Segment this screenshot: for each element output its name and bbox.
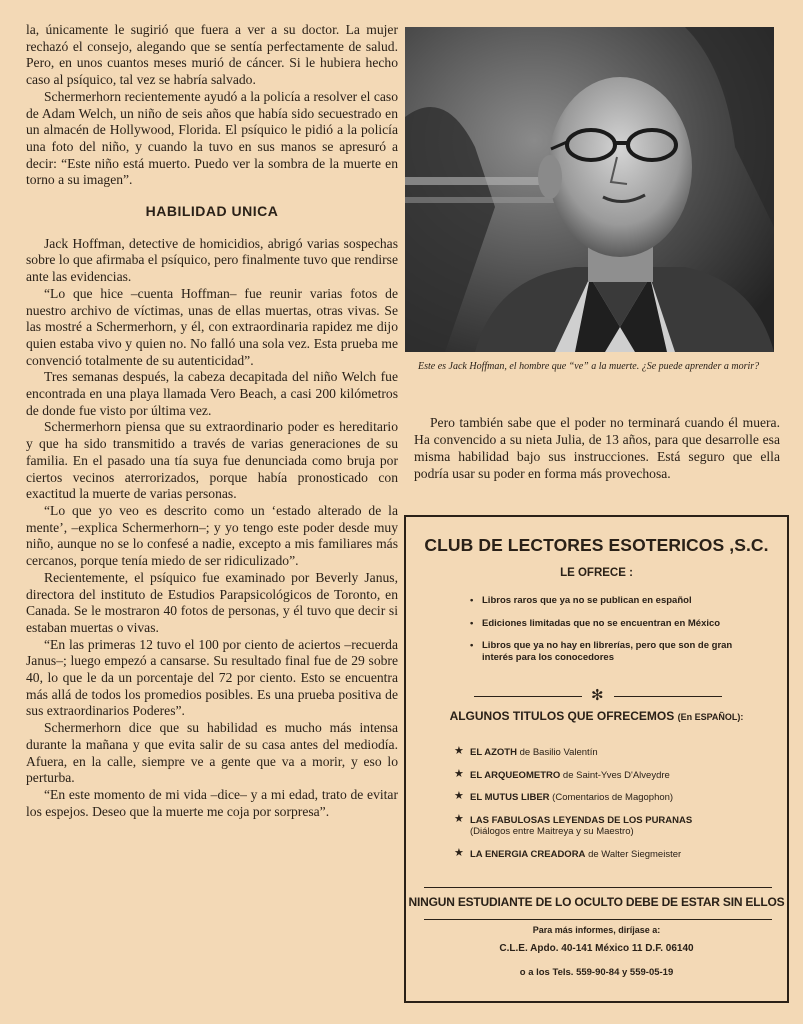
article-paragraph: Schermerhorn recientemente ayudó a la policía a resolver el caso de Adam Welch, un niño de seis años que había sido secuestrado en un almacén de Hollywood, Florida. El psíquico le pidió a la policía una foto del niño, y cuando la tuvo en sus manos se apresuró a decir: “Este niño está muerto. Puedo ver la sombra de la muerte en torno a su imagen”. [26,88,398,188]
article-paragraph: Jack Hoffman, detective de homicidios, abrigó varias sospechas sobre lo que afirmaba el psíquico, pero finalmente tuvo que rendirse ante las evidencias. [26,235,398,285]
ad-offer-heading: LE OFRECE : [560,567,633,579]
portrait-photo [405,27,774,352]
contact-intro: Para más informes, diríjase a: [532,925,661,935]
ad-title: CLUB DE LECTORES ESOTERICOS ,S.C. [424,535,769,555]
article-right-column [414,414,780,482]
divider-line [424,919,772,920]
ad-titles-heading: ALGUNOS TITULOS QUE OFRECEMOS (En ESPAÑOL): [449,709,744,723]
list-item: ★ EL MUTUS LIBER (Comentarios de Magophon) [454,790,674,803]
article-left-column [26,22,398,820]
bullet-icon: • [470,617,474,629]
star-icon: ★ [454,812,464,825]
list-item: ★ EL ARQUEOMETRO de Saint-Yves D'Alveydre [454,767,670,781]
bullet-icon: • [470,640,474,651]
list-item: • Ediciones limitadas que no se encuentran en México [470,617,721,629]
section-heading: HABILIDAD UNICA [145,203,279,220]
bullet-icon: • [470,595,474,606]
article-paragraph: “Lo que yo veo es descrito como un ‘estado alterado de la mente’, –explica Schermerhorn–; y yo tengo este poder desde muy niño, aunque no se lo confesé a nadie, excepto a mis familiares más cercanos, porque tenía miedo de ser ridiculizado”. [26,502,398,569]
contact-address: C.L.E. Apdo. 40-141 México 11 D.F. 06140 [499,943,694,954]
star-icon: ★ [454,846,464,859]
list-item: ★ LA ENERGIA CREADORA de Walter Siegmeister [454,846,682,860]
contact-phones: o a los Tels. 559-90-84 y 559-05-19 [519,967,674,978]
article-paragraph: Schermerhorn dice que su habilidad es mucho más intensa durante la mañana y que evita salir de su casa antes del mediodía. Afuera, en la calle, siempre ve a gente que va a morir, y eso lo perturba. [26,720,398,786]
star-icon: ★ [454,790,464,802]
asterisk-icon: ✻ [591,687,604,704]
article-paragraph: la, únicamente le sugirió que fuera a ver a su doctor. La mujer rechazó el consejo, alegando que se sentía perfectamente de salud. Pero, en unos cuantos meses murió de cáncer. Si le hubiera hecho caso al psíquico, tal vez se habría salvado. [26,22,398,88]
star-icon: ★ [454,745,464,757]
ad-feature-list [468,595,758,674]
divider-line [424,887,772,888]
article-paragraph: Recientemente, el psíquico fue examinado por Beverly Janus, directora del instituto de Estudios Parapsicológicos de Toronto, en Canada. Se le mostraron 40 fotos de personas, y él tuvo que decir si estaban muertas o vivas. [26,569,398,635]
article-paragraph: Tres semanas después, la cabeza decapitada del niño Welch fue encontrada en una playa llamada Vero Beach, a casi 200 kilómetros de donde fue visto por última vez. [26,369,398,418]
article-paragraph: Pero también sabe que el poder no terminará cuando él muera. Ha convencido a su nieta Julia, de 13 años, para que desarrolle esa misma habilidad bajo sus instrucciones. Está seguro que ella podría usar su poder en forma más provechosa. [414,415,780,481]
ad-footer-slogan: NINGUN ESTUDIANTE DE LO OCULTO DEBE DE ESTAR SIN ELLOS [408,895,785,909]
star-icon: ★ [454,767,464,780]
article-paragraph: “Lo que hice –cuenta Hoffman– fue reunir varias fotos de nuestro archivo de víctimas, unas de ellas muertas, otras vivas. Se las mostré a Schermerhorn, y él, con extraordinaria rapidez me dijo quien estaba vivo y quien no. No falló una sola vez. Esta prueba me convenció totalmente de su autenticidad”. [26,285,398,368]
article-paragraph: “En las primeras 12 tuvo el 100 por ciento de aciertos –recuerda Janus–; luego empezó a cansarse. Su resultado final fue de 29 sobre 40, lo que le da un porcentaje del 72 por ciento. Esto se encuentra más allá de todos los promedios posibles. Es una prueba positiva de sus extraordinarios Poderes”. [26,636,398,719]
article-paragraph: Schermerhorn piensa que su extraordinario poder es hereditario y que ha sido transmitido a través de varias generaciones de su familia. En el pasado una tía suya fue denunciada como bruja por ciertos vecinos aterrorizados, porque había pronosticado con exactitud la muerte de varias personas. [26,419,398,502]
list-item: ★ EL AZOTH de Basilio Valentín [454,745,598,758]
list-item: • Libros que ya no hay en librerías, pero que son de gran interés para los conocedores [470,640,733,663]
ornament-divider [474,689,722,703]
photo-caption: Este es Jack Hoffman, el hombre que “ve” a la muerte. ¿Se puede aprender a morir? [418,361,760,372]
article-paragraph: “En este momento de mi vida –dice– y a mi edad, trato de evitar los espejos. Deseo que la muerte me coja por sorpresa”. [26,786,398,819]
advertisement-box [404,515,789,1003]
ad-title-list [454,747,774,871]
list-item: ★ LAS FABULOSAS LEYENDAS DE LOS PURANAS (Diálogos entre Maitreya y su Maestro) [454,812,693,837]
list-item: • Libros raros que ya no se publican en español [470,595,692,606]
